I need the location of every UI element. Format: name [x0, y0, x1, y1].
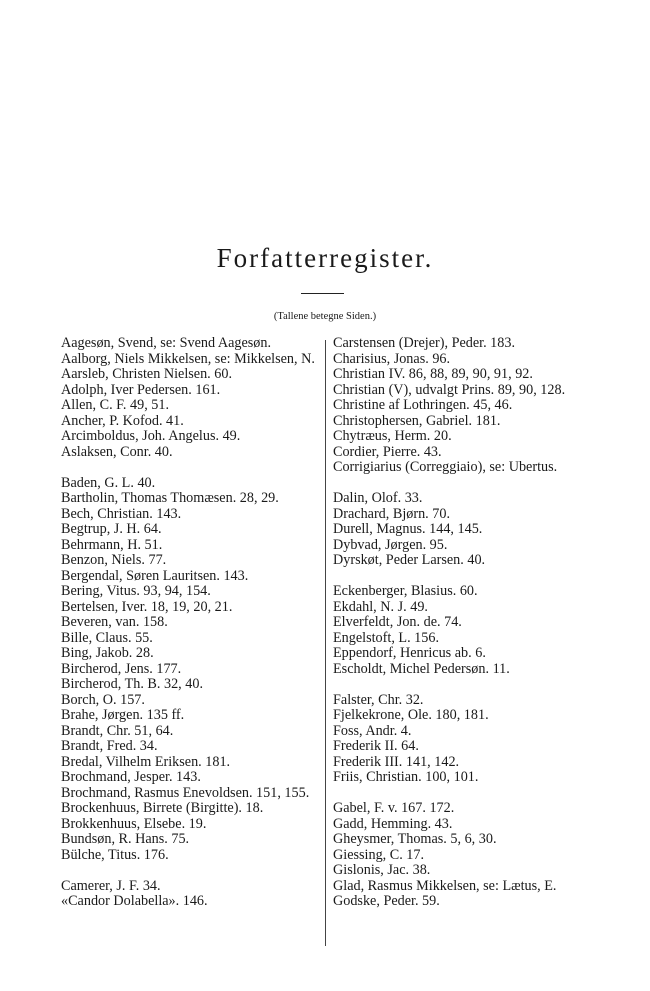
index-entry: Adolph, Iver Pedersen. 161.: [61, 381, 221, 398]
subtitle: (Tallene betegne Siden.): [273, 311, 377, 322]
index-entry: Bertelsen, Iver. 18, 19, 20, 21.: [61, 598, 233, 615]
index-entry: Bircherod, Jens. 177.: [61, 660, 182, 677]
index-entry: Bartholin, Thomas Thomæsen. 28, 29.: [61, 490, 279, 506]
index-entry: Christian IV. 86, 88, 89, 90, 91, 92.: [333, 366, 533, 382]
index-entry: Frederik II. 64.: [333, 738, 419, 754]
index-entry: Engelstoft, L. 156.: [333, 629, 439, 646]
index-entry: Begtrup, J. H. 64.: [61, 521, 162, 537]
index-entry: Ekdahl, N. J. 49.: [333, 598, 428, 615]
index-entry: Friis, Christian. 100, 101.: [333, 769, 479, 785]
index-entry: Dalin, Olof. 33.: [333, 490, 423, 506]
index-entry: Brandt, Chr. 51, 64.: [61, 722, 174, 739]
index-entry: Bundsøn, R. Hans. 75.: [61, 831, 190, 847]
index-entry: Gadd, Hemming. 43.: [333, 815, 453, 832]
index-entry: Gheysmer, Thomas. 5, 6, 30.: [333, 831, 497, 847]
column-divider: [325, 340, 326, 946]
index-entry: Chytræus, Herm. 20.: [333, 428, 452, 444]
index-entry: Foss, Andr. 4.: [333, 722, 412, 739]
index-entry: Frederik III. 141, 142.: [333, 753, 460, 770]
index-entry: Gislonis, Jac. 38.: [333, 862, 431, 878]
index-entry: Fjelkekrone, Ole. 180, 181.: [333, 707, 489, 723]
index-entry: Durell, Magnus. 144, 145.: [333, 521, 483, 537]
index-entry: Escholdt, Michel Pedersøn. 11.: [333, 660, 510, 677]
index-entry: Eppendorf, Henricus ab. 6.: [333, 645, 486, 661]
index-entry: Aarsleb, Christen Nielsen. 60.: [61, 366, 233, 382]
index-entry: Cordier, Pierre. 43.: [333, 443, 442, 460]
index-entry: Glad, Rasmus Mikkelsen, se: Lætus, E.: [333, 877, 557, 894]
index-entry: Bech, Christian. 143.: [61, 505, 182, 522]
index-entry: Baden, G. L. 40.: [61, 474, 156, 491]
index-entry: Carstensen (Drejer), Peder. 183.: [333, 335, 516, 351]
index-entry: Camerer, J. F. 34.: [61, 877, 161, 894]
index-entry: Dybvad, Jørgen. 95.: [333, 536, 448, 553]
index-entry: Falster, Chr. 32.: [333, 691, 424, 708]
index-entry: Dyrskøt, Peder Larsen. 40.: [333, 552, 486, 568]
index-entry: Brockenhuus, Birrete (Birgitte). 18.: [61, 800, 264, 816]
index-entry: Drachard, Bjørn. 70.: [333, 505, 451, 522]
index-entry: Bering, Vitus. 93, 94, 154.: [61, 583, 211, 599]
index-entry: Behrmann, H. 51.: [61, 536, 163, 553]
index-entry: Brokkenhuus, Elsebe. 19.: [61, 815, 207, 832]
index-entry: Benzon, Niels. 77.: [61, 552, 167, 568]
index-entry: Arcimboldus, Joh. Angelus. 49.: [61, 428, 241, 444]
index-entry: Christine af Lothringen. 45, 46.: [333, 397, 513, 413]
index-entry: Brahe, Jørgen. 135 ff.: [61, 707, 185, 723]
index-entry: Brochmand, Jesper. 143.: [61, 769, 201, 785]
index-entry: Corrigiarius (Correggiaio), se: Ubertus.: [333, 459, 558, 475]
index-entry: Christophersen, Gabriel. 181.: [333, 412, 501, 429]
page-title: Forfatterregister.: [216, 243, 434, 273]
index-entry: Borch, O. 157.: [61, 691, 145, 708]
index-entry: Beveren, van. 158.: [61, 614, 168, 630]
index-entry: Gabel, F. v. 167. 172.: [333, 800, 455, 816]
index-entry: Brandt, Fred. 34.: [61, 738, 158, 754]
index-entry: Bille, Claus. 55.: [61, 629, 153, 646]
index-entry: Ancher, P. Kofod. 41.: [61, 412, 184, 429]
right-column: [333, 336, 598, 910]
index-entry: Godske, Peder. 59.: [333, 893, 440, 909]
index-entry: Christian (V), udvalgt Prins. 89, 90, 128.: [333, 381, 566, 398]
index-entry: Aalborg, Niels Mikkelsen, se: Mikkelsen, N.: [61, 350, 315, 367]
index-entry: Allen, C. F. 49, 51.: [61, 397, 170, 413]
left-column: [61, 336, 319, 910]
index-entry: Eckenberger, Blasius. 60.: [333, 583, 478, 599]
index-entry: Bülche, Titus. 176.: [61, 846, 169, 863]
index-entry: Bircherod, Th. B. 32, 40.: [61, 676, 203, 692]
index-entry: Brochmand, Rasmus Enevoldsen. 151, 155.: [61, 784, 310, 801]
index-entry: Aslaksen, Conr. 40.: [61, 443, 173, 460]
index-entry: Bing, Jakob. 28.: [61, 645, 154, 661]
title-rule: [301, 293, 344, 294]
index-entry: Charisius, Jonas. 96.: [333, 350, 451, 367]
index-entry: Bergendal, Søren Lauritsen. 143.: [61, 567, 249, 584]
index-entry: «Candor Dolabella». 146.: [61, 893, 208, 909]
index-entry: Bredal, Vilhelm Eriksen. 181.: [61, 753, 231, 770]
index-entry: Giessing, C. 17.: [333, 846, 425, 863]
index-entry: Aagesøn, Svend, se: Svend Aagesøn.: [61, 335, 272, 351]
index-entry: Elverfeldt, Jon. de. 74.: [333, 614, 462, 630]
